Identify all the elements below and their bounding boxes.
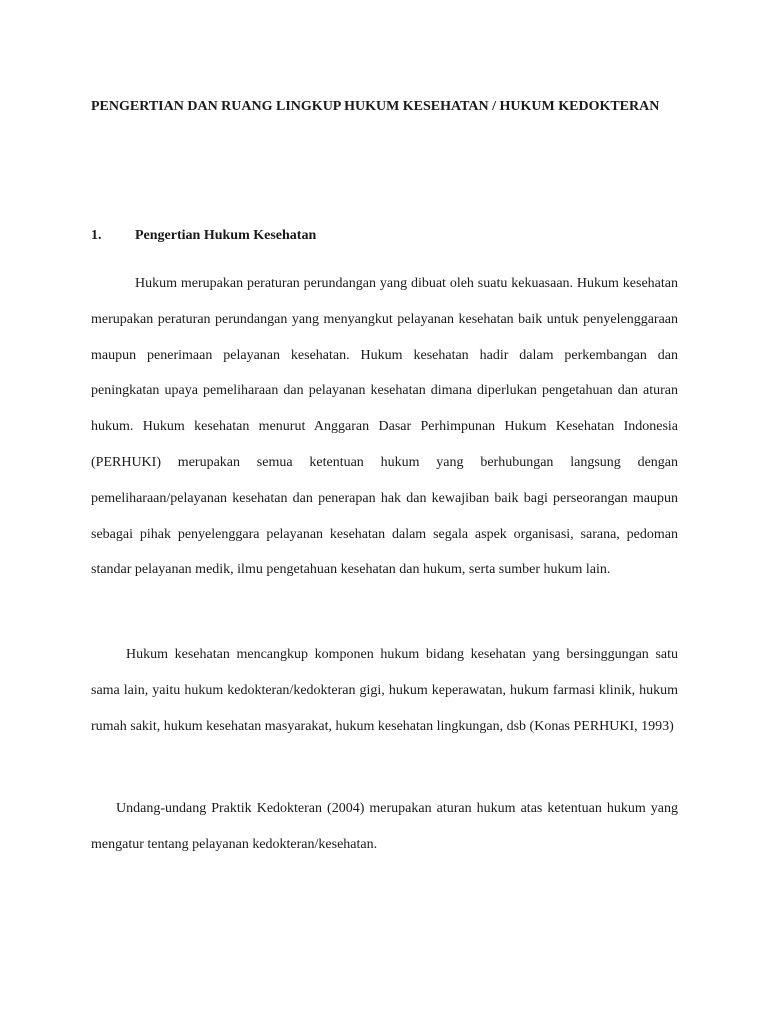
paragraph-definition: Hukum merupakan peraturan perundangan yang dibuat oleh suatu kekuasaan. Hukum kesehatan merupakan peraturan perundangan yang menyangkut pelayanan kesehatan baik untuk penyelenggaraan maupun penerimaan pelayanan kesehatan. Hukum kesehatan hadir dalam perkembangan dan peningkatan upaya pemeliharaan dan pelayanan kesehatan dimana diperlukan pengetahuan dan aturan hukum. Hukum kesehatan menurut Anggaran Dasar Perhimpunan Hukum Kesehatan Indonesia (PERHUKI) merupakan semua ketentuan hukum yang berhubungan langsung dengan pemeliharaan/pelayanan kesehatan dan penerapan hak dan kewajiban baik bagi perseorangan maupun sebagai pihak penyelenggara pelayanan kesehatan dalam segala aspek organisasi, sarana, pedoman standar pelayanan medik, ilmu pengetahuan kesehatan dan hukum, serta sumber hukum lain. [91, 276, 678, 578]
section-title: Pengertian Hukum Kesehatan [135, 228, 317, 243]
section-number: 1. [91, 228, 102, 243]
document-title: PENGERTIAN DAN RUANG LINGKUP HUKUM KESEHATAN / HUKUM KEDOKTERAN [91, 99, 660, 114]
paragraph-components: Hukum kesehatan mencangkup komponen hukum bidang kesehatan yang bersinggungan satu sama lain, yaitu hukum kedokteran/kedokteran gigi, hukum keperawatan, hukum farmasi klinik, hukum rumah sakit, hukum kesehatan masyarakat, hukum kesehatan lingkungan, dsb (Konas PERHUKI, 1993) [91, 647, 678, 734]
section-heading [91, 224, 678, 248]
paragraph-law-reference: Undang-undang Praktik Kedokteran (2004) merupakan aturan hukum atas ketentuan hukum yang mengatur tentang pelayanan kedokteran/kesehatan. [91, 801, 678, 852]
